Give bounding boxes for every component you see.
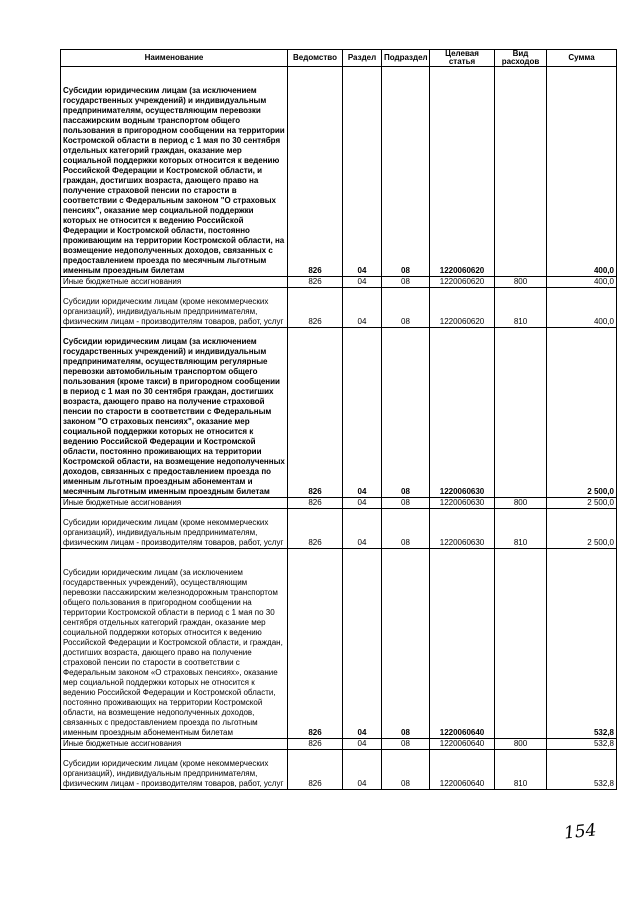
row-section: 04 [343,509,382,549]
row-sum: 532,8 [547,549,617,739]
row-kind: 810 [495,509,547,549]
table-row [61,509,617,549]
row-article: 1220060640 [430,750,495,790]
row-name: Субсидии юридическим лицам (кроме некоммерческих организаций), индивидуальным предпринимателям, физическим лицам - производителям товаров, работ, услуг [61,509,288,549]
table-row [61,328,617,498]
row-article: 1220060630 [430,509,495,549]
row-dept: 826 [288,67,343,277]
row-sum: 2 500,0 [547,328,617,498]
row-sum: 400,0 [547,277,617,288]
table-row [61,67,617,277]
budget-table [60,49,617,790]
row-dept: 826 [288,277,343,288]
row-kind [495,67,547,277]
row-subsection: 08 [382,328,430,498]
row-section: 04 [343,288,382,328]
table-row [61,739,617,750]
row-name: Иные бюджетные ассигнования [61,739,288,750]
row-dept: 826 [288,509,343,549]
row-kind: 810 [495,288,547,328]
row-name: Субсидии юридическим лицам (кроме некоммерческих организаций), индивидуальным предпринимателям, физическим лицам - производителям товаров, работ, услуг [61,288,288,328]
row-sum: 532,8 [547,739,617,750]
row-sum: 532,8 [547,750,617,790]
row-section: 04 [343,739,382,750]
row-name: Субсидии юридическим лицам (за исключением государственных учреждений), осуществляющим перевозки пассажирским железнодорожным транспортом общего пользования в пригородном сообщении на территории Костромской области в период с 1 мая по 30 сентября отдельных категорий граждан, оказание мер социальной поддержки которых относится к ведению Российской Федерации и Костромской области, и граждан, достигших возраста, дающего право на получение страховой пенсии по старости в соответствии с Федеральным законом «О страховых пенсиях», оказание мер социальной поддержки которых не относится к ведению Российской Федерации и Костромской области, постоянно проживающих на территории Костромской области, на возмещение недополученных доходов, связанных с предоставлением проезда по льготным именным проездным абонементным билетам [61,549,288,739]
row-dept: 826 [288,498,343,509]
row-kind: 810 [495,750,547,790]
row-sum: 400,0 [547,67,617,277]
row-article: 1220060630 [430,498,495,509]
row-subsection: 08 [382,739,430,750]
row-section: 04 [343,67,382,277]
table-row [61,750,617,790]
row-kind [495,328,547,498]
row-subsection: 08 [382,498,430,509]
header-row [61,50,617,67]
header-kind: Вид расходов [495,50,547,67]
table-row [61,277,617,288]
row-kind: 800 [495,498,547,509]
row-article: 1220060640 [430,739,495,750]
row-sum: 400,0 [547,288,617,328]
row-article: 1220060620 [430,277,495,288]
row-subsection: 08 [382,67,430,277]
row-article: 1220060620 [430,288,495,328]
row-kind [495,549,547,739]
table-row [61,549,617,739]
header-dept: Ведомство [288,50,343,67]
header-subsection: Подраздел [382,50,430,67]
page-number: 154 [563,820,598,844]
table-row [61,288,617,328]
row-dept: 826 [288,739,343,750]
row-name: Иные бюджетные ассигнования [61,498,288,509]
row-subsection: 08 [382,549,430,739]
row-subsection: 08 [382,509,430,549]
row-subsection: 08 [382,288,430,328]
row-name: Субсидии юридическим лицам (за исключением государственных учреждений) и индивидуальным предпринимателям, осуществляющим регулярные перевозки автомобильным транспортом общего пользования (кроме такси) в пригородном сообщении в период с 1 мая по 30 сентября граждан, достигших возраста, дающего право на получение страховой пенсии по старости в соответствии с Федеральным законом "О страховых пенсиях", оказание мер социальной поддержки которых не относится к ведению Российской Федерации и Костромской области, постоянно проживающих на территории Костромской области, на возмещение недополученных доходов, связанных с предоставлением проезда по именным льготным проездным абонементам и месячным льготным именным проездным билетам [61,328,288,498]
row-sum: 2 500,0 [547,498,617,509]
row-section: 04 [343,549,382,739]
row-kind: 800 [495,739,547,750]
row-article: 1220060630 [430,328,495,498]
row-kind: 800 [495,277,547,288]
header-name: Наименование [61,50,288,67]
row-dept: 826 [288,288,343,328]
row-subsection: 08 [382,277,430,288]
header-article: Целевая статья [430,50,495,67]
row-name: Субсидии юридическим лицам (кроме некоммерческих организаций), индивидуальным предпринимателям, физическим лицам - производителям товаров, работ, услуг [61,750,288,790]
header-section: Раздел [343,50,382,67]
row-dept: 826 [288,750,343,790]
row-section: 04 [343,328,382,498]
row-section: 04 [343,498,382,509]
table-row [61,498,617,509]
row-sum: 2 500,0 [547,509,617,549]
header-sum: Сумма [547,50,617,67]
row-section: 04 [343,277,382,288]
row-section: 04 [343,750,382,790]
row-article: 1220060640 [430,549,495,739]
row-dept: 826 [288,549,343,739]
row-article: 1220060620 [430,67,495,277]
row-dept: 826 [288,328,343,498]
row-subsection: 08 [382,750,430,790]
row-name: Субсидии юридическим лицам (за исключением государственных учреждений) и индивидуальным предпринимателям, осуществляющим перевозки пассажирским водным транспортом общего пользования в пригородном сообщении на территории Костромской области в период с 1 мая по 30 сентября отдельных категорий граждан, оказание мер социальной поддержки которых относится к ведению Российской Федерации и Костромской области, и граждан, достигших возраста, дающего право на получение страховой пенсии по старости в соответствии с Федеральным законом "О страховых пенсиях", оказание мер социальной поддержки которых не относится к ведению Российской Федерации и Костромской области, постоянно проживающим на территории Костромской области, на возмещение недополученных доходов, связанных с предоставлением проезда по месячным льготным именным проездным билетам [61,67,288,277]
row-name: Иные бюджетные ассигнования [61,277,288,288]
